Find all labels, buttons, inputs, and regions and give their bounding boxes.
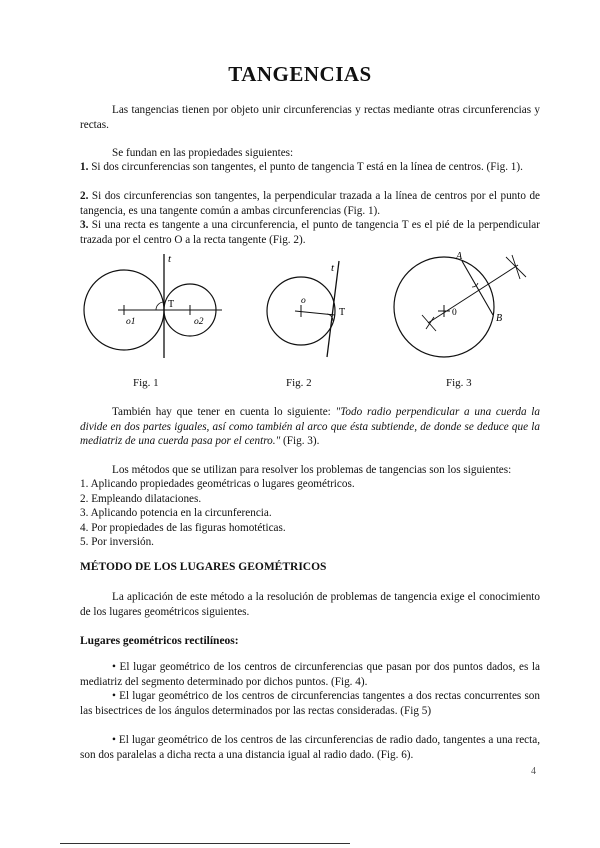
figure-3-diagram [388, 243, 543, 368]
fig2-label-T: T [339, 307, 346, 318]
bullet-item-3 [80, 733, 540, 762]
figure-2-diagram [255, 255, 365, 360]
method-item: 2. Empleando dilataciones. [80, 492, 202, 505]
property-2 [80, 189, 540, 218]
method-item: 1. Aplicando propiedades geométricas o lugares geométricos. [80, 478, 355, 490]
figure-1-diagram [82, 250, 252, 360]
fig1-label-o1: o1 [126, 317, 136, 327]
properties-intro: Se fundan en las propiedades siguientes: [112, 147, 294, 159]
bullet-symbol: • [112, 734, 116, 746]
property-1 [80, 160, 540, 175]
also-lead: También hay que tener en cuenta lo siguiente: [112, 406, 336, 418]
bullet-text: El lugar geométrico de los centros de las circunferencias de radio dado, tangentes a una recta, son dos paralelas a dicha recta a una distancia igual al radio dado. (Fig. 6). [80, 734, 541, 761]
also-paragraph [80, 405, 540, 449]
bullet-text: El lugar geométrico de los centros de circunferencias tangentes a dos rectas concurrentes son las bisectrices de los ángulos determinados por las rectas consideradas. (Fig 5) [80, 690, 540, 717]
section-title: MÉTODO DE LOS LUGARES GEOMÉTRICOS [80, 561, 327, 573]
also-quote: "Todo radio perpendicular a una cuerda la divide en dos partes iguales, así como también al arco que ésta subtiende, de donde se deduce que la mediatriz de una cuerda pasa por el centro." [80, 406, 540, 447]
figure-1-caption: Fig. 1 [133, 377, 159, 389]
figure-3-caption: Fig. 3 [446, 377, 472, 389]
fig3-label-B: B [496, 313, 503, 324]
fig3-label-o: 0 [452, 308, 457, 318]
method-item: 5. Por inversión. [80, 536, 154, 548]
figure-2-caption: Fig. 2 [286, 377, 312, 389]
page-number: 4 [531, 766, 536, 777]
bullet-symbol: • [112, 690, 116, 702]
method-item: 3. Aplicando potencia en la circunferencia. [80, 507, 272, 519]
intro-paragraph: Las tangencias tienen por objeto unir circunferencias y rectas mediante otras circunferencias y rectas. [80, 104, 540, 131]
property-3-text: Si una recta es tangente a una circunferencia, el punto de tangencia T es el pié de la perpendicular trazada por el centro O a la recta tangente (Fig. 2). [80, 219, 540, 246]
property-2-text: Si dos circunferencias son tangentes, la perpendicular trazada a la línea de centros por el punto de tangencia, es una tangente común a ambas circunferencias (Fig. 1). [80, 190, 541, 217]
fig2-label-t: t [331, 262, 335, 274]
bottom-rule [60, 843, 350, 844]
section-paragraph: La aplicación de este método a la resolución de problemas de tangencia exige el conocimiento de los lugares geométricos siguientes. [80, 591, 540, 618]
property-1-text: Si dos circunferencias son tangentes, el punto de tangencia T está en la línea de centros. (Fig. 1). [91, 161, 523, 173]
fig2-tangent-line [327, 261, 339, 357]
fig1-label-t: t [168, 253, 172, 265]
bullet-item-2 [80, 689, 540, 718]
page-title: TANGENCIAS [228, 62, 372, 86]
methods-list [80, 477, 540, 550]
fig3-label-A: A [456, 251, 463, 262]
methods-intro: Los métodos que se utilizan para resolver los problemas de tangencias son los siguientes: [112, 464, 512, 476]
fig3-bisector [428, 265, 518, 323]
fig1-label-o2: o2 [194, 317, 204, 327]
subsection-title: Lugares geométricos rectilíneos: [80, 635, 239, 647]
fig2-label-o: o [301, 296, 306, 306]
bullet-item-1 [80, 660, 540, 689]
property-3-number: 3. [80, 219, 89, 231]
fig1-label-T: T [168, 299, 175, 310]
bullet-text: El lugar geométrico de los centros de circunferencias que pasan por dos puntos dados, es la mediatriz del segmento determinado por dichos puntos. (Fig. 4). [80, 661, 541, 688]
method-item: 4. Por propiedades de las figuras homotéticas. [80, 521, 286, 534]
also-ref: (Fig. 3). [280, 435, 320, 447]
property-2-number: 2. [80, 190, 89, 202]
property-1-number: 1. [80, 161, 89, 173]
bullet-symbol: • [112, 661, 116, 673]
